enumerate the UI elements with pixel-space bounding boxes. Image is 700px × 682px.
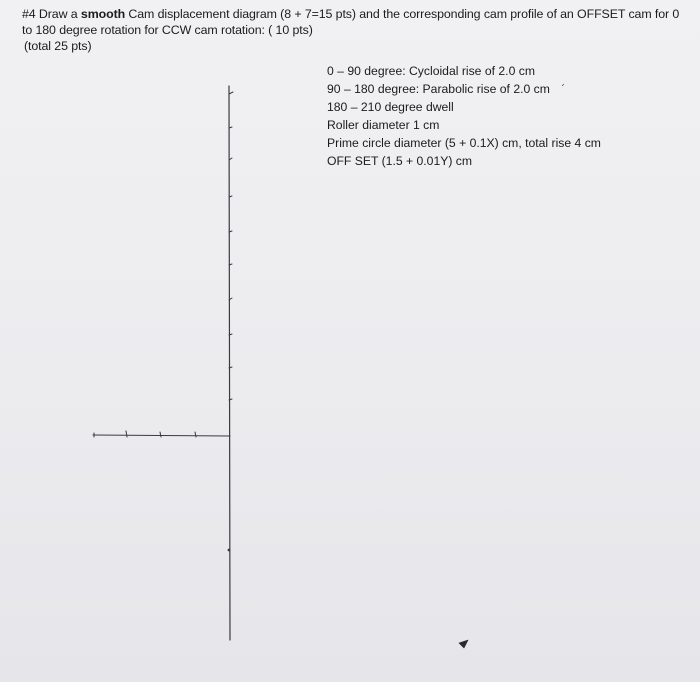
problem-line-1-suffix: Cam displacement diagram (8 + 7=15 pts) and the corresponding cam profile of an OFFSET cam for 0 <box>125 7 680 21</box>
problem-total-points: (total 25 pts) <box>24 39 92 53</box>
horizontal-axis-line <box>93 435 230 436</box>
tick-mark <box>229 92 233 94</box>
spec-prime-circle: Prime circle diameter (5 + 0.1X) cm, total rise 4 cm <box>327 136 601 150</box>
spec-cycloidal-rise: 0 – 90 degree: Cycloidal rise of 2.0 cm <box>327 64 535 78</box>
spec-parabolic-rise: 90 – 180 degree: Parabolic rise of 2.0 cm <box>327 82 550 96</box>
spec-dwell: 180 – 210 degree dwell <box>327 100 454 114</box>
spec-offset: OFF SET (1.5 + 0.01Y) cm <box>327 154 473 168</box>
tick-mark <box>229 399 232 400</box>
problem-line-1 <box>22 6 682 22</box>
tick-mark <box>229 334 232 335</box>
axis-dot <box>228 549 231 552</box>
vertical-axis-line <box>229 86 230 640</box>
tick-mark <box>229 127 232 128</box>
problem-emphasis: smooth <box>80 7 126 21</box>
problem-statement <box>22 6 682 54</box>
mouse-cursor-icon <box>459 640 468 648</box>
tick-mark <box>126 431 127 437</box>
tick-mark <box>160 432 161 437</box>
spec-roller-diameter: Roller diameter 1 cm <box>327 118 440 132</box>
tick-mark <box>229 196 232 197</box>
tick-mark <box>229 264 232 265</box>
cam-specifications <box>327 62 601 170</box>
tick-mark <box>195 432 196 437</box>
horizontal-axis-ticks <box>94 431 196 437</box>
tick-mark <box>229 367 232 368</box>
problem-line-1-prefix: #4 Draw a <box>22 7 81 21</box>
problem-line-2: to 180 degree rotation for CCW cam rotation: ( 10 pts) <box>22 23 313 37</box>
tick-mark <box>229 158 232 160</box>
tick-mark <box>229 298 232 300</box>
vertical-axis-ticks <box>229 92 233 400</box>
tick-mark <box>229 231 232 232</box>
